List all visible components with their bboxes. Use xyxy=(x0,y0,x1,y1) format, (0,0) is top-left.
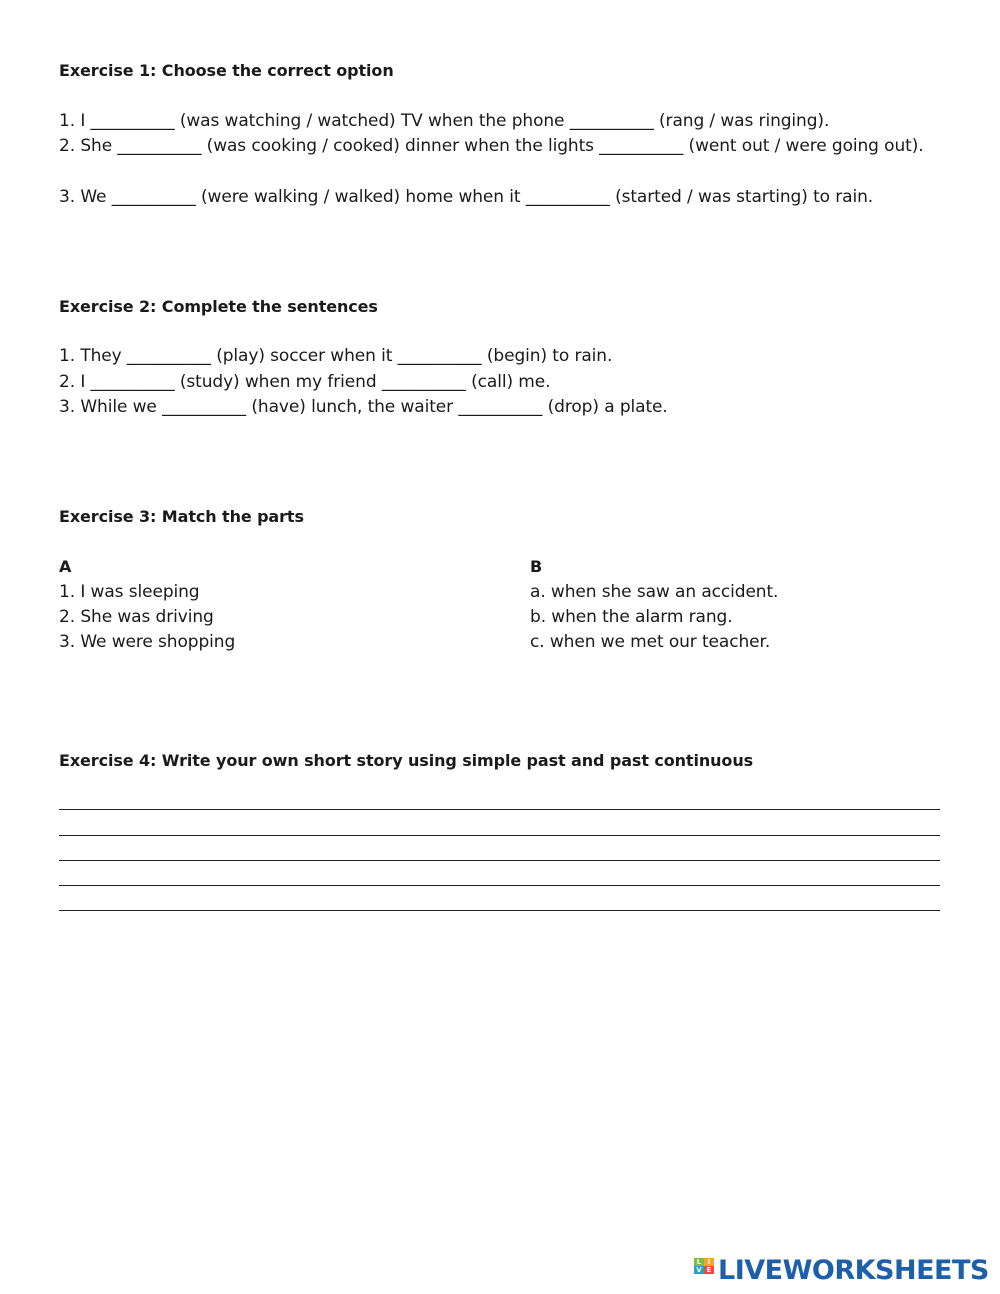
column-a-item[interactable]: 3. We were shopping xyxy=(59,632,236,652)
exercise-4-title: Exercise 4: Write your own short story using simple past and past continuous xyxy=(59,751,754,770)
column-b-item[interactable]: b. when the alarm rang. xyxy=(530,607,733,627)
logo-mark-cell: I xyxy=(704,1258,714,1266)
writing-line[interactable] xyxy=(59,885,940,886)
logo-mark-cell: E xyxy=(704,1266,714,1274)
column-b-header: B xyxy=(530,557,543,576)
exercise-3-title: Exercise 3: Match the parts xyxy=(59,507,304,526)
exercise-1-item-1[interactable]: 1. I __________ (was watching / watched) TV when the phone __________ (rang / was ringing). xyxy=(59,111,830,131)
column-a-item[interactable]: 1. I was sleeping xyxy=(59,582,200,602)
writing-line[interactable] xyxy=(59,860,940,861)
exercise-2-item-1[interactable]: 1. They __________ (play) soccer when it __________ (begin) to rain. xyxy=(59,346,613,366)
exercise-2-item-2[interactable]: 2. I __________ (study) when my friend __________ (call) me. xyxy=(59,372,551,392)
exercise-2-item-3[interactable]: 3. While we __________ (have) lunch, the waiter __________ (drop) a plate. xyxy=(59,397,668,417)
liveworksheets-logo xyxy=(694,1254,989,1286)
exercise-1-item-3[interactable]: 3. We __________ (were walking / walked) home when it __________ (started / was starting) to rain. xyxy=(59,187,874,207)
exercise-2-title: Exercise 2: Complete the sentences xyxy=(59,297,378,316)
column-a-header: A xyxy=(59,557,72,576)
logo-text: LIVEWORKSHEETS xyxy=(718,1254,989,1286)
logo-mark-cell: L xyxy=(694,1258,704,1266)
writing-line[interactable] xyxy=(59,910,940,911)
logo-mark-cell: V xyxy=(694,1266,704,1274)
writing-line[interactable] xyxy=(59,809,940,810)
column-b-item[interactable]: c. when we met our teacher. xyxy=(530,632,771,652)
column-b-item[interactable]: a. when she saw an accident. xyxy=(530,582,779,602)
exercise-1-item-2[interactable]: 2. She __________ (was cooking / cooked) dinner when the lights __________ (went out / were going out). xyxy=(59,136,924,156)
exercise-1-title: Exercise 1: Choose the correct option xyxy=(59,61,394,80)
column-a-item[interactable]: 2. She was driving xyxy=(59,607,214,627)
writing-line[interactable] xyxy=(59,835,940,836)
logo-mark-icon xyxy=(694,1258,714,1282)
